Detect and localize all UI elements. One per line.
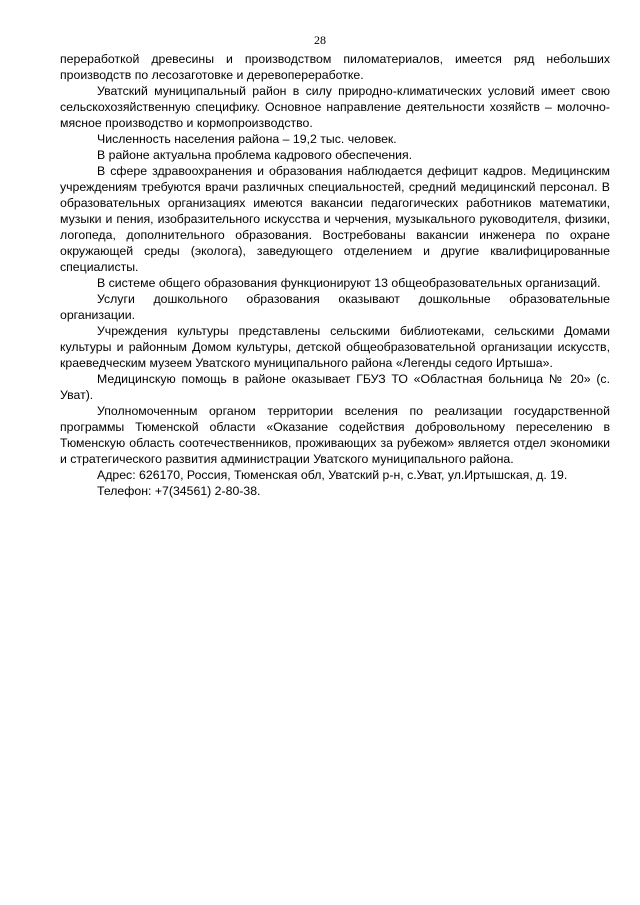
paragraph-culture: Учреждения культуры представлены сельскими библиотеками, сельскими Домами культуры и районным Домом культуры, детской общеобразовательной организации искусств, краеведческим музеем Уватского муниципального района «Легенды седого Иртыша». — [60, 324, 610, 370]
paragraph-authorized-body: Уполномоченным органом территории вселения по реализации государственной программы Тюменской области «Оказание содействия добровольному переселению в Тюменскую область соотечественников, проживающих за рубежом» является отдел экономики и стратегического развития администрации Уватского муниципального района. — [60, 404, 610, 466]
page-number: 28 — [314, 33, 326, 47]
paragraph-medical-care: Медицинскую помощь в районе оказывает ГБУЗ ТО «Областная больница № 20» (с. Уват). — [60, 372, 610, 402]
paragraph-continuation: переработкой древесины и производством пиломатериалов, имеется ряд небольших производств по лесозаготовке и деревопереработке. — [60, 52, 610, 82]
paragraph-staff-shortage: В сфере здравоохранения и образования наблюдается дефицит кадров. Медицинским учреждениям требуются врачи различных специальностей, средний медицинский персонал. В образовательных организациях имеются вакансии педагогических работников математики, музыки и пения, изобразительного искусства и черчения, музыкального руководителя, физики, логопеда, дополнительного образования. Востребованы вакансии инженера по охране окружающей среды (эколога), заведующего отделением и другие квалифицированные специалисты. — [60, 164, 610, 274]
paragraph-population: Численность населения района – 19,2 тыс. человек. — [97, 132, 397, 146]
paragraph-agriculture: Уватский муниципальный район в силу природно-климатических условий имеет свою сельскохозяйственную специфику. Основное направление деятельности хозяйств – молочно-мясное производство и кормопроизводство. — [60, 84, 610, 130]
paragraph-general-education: В системе общего образования функционируют 13 общеобразовательных организаций. — [97, 276, 601, 290]
paragraph-staffing-problem: В районе актуальна проблема кадрового обеспечения. — [97, 148, 413, 162]
body-text — [60, 51, 610, 499]
paragraph-phone: Телефон: +7(34561) 2-80-38. — [97, 484, 261, 498]
paragraph-address: Адрес: 626170, Россия, Тюменская обл, Уватский р-н, с.Уват, ул.Иртышская, д. 19. — [97, 468, 568, 482]
paragraph-preschool-education: Услуги дошкольного образования оказывают дошкольные образовательные организации. — [60, 292, 610, 322]
